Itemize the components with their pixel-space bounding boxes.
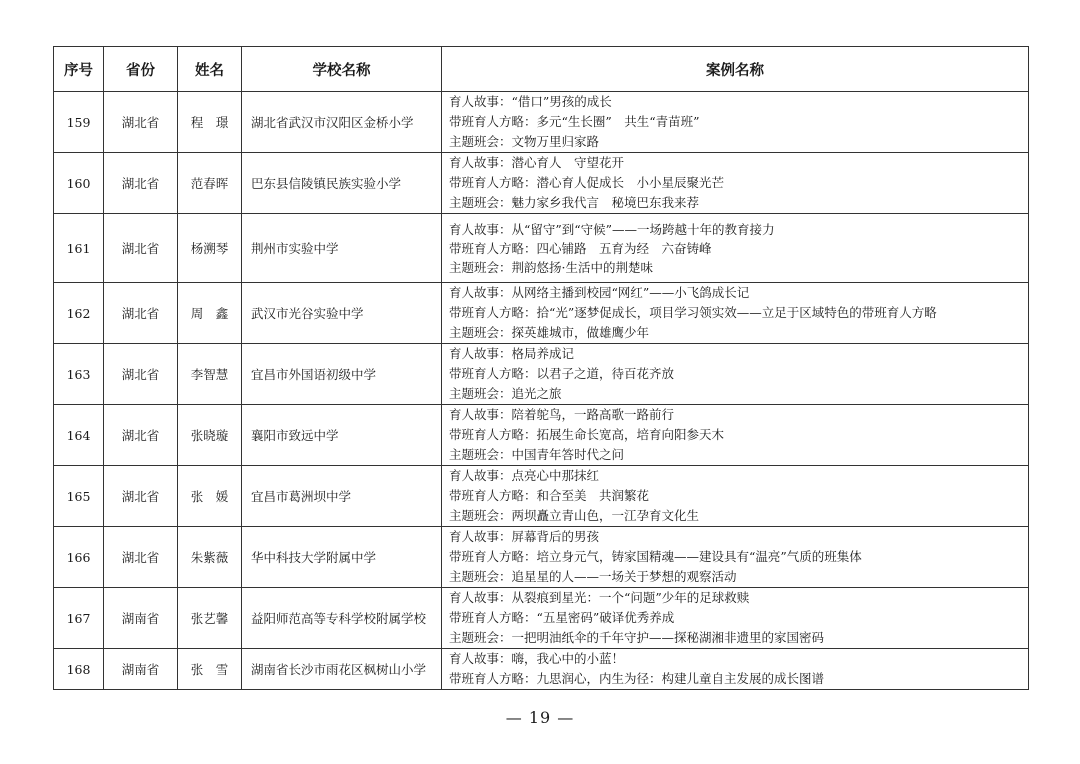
- row-school: 巴东县信陵镇民族实验小学: [242, 153, 442, 214]
- row-province: 湖北省: [104, 405, 178, 466]
- table-row: [54, 344, 1029, 405]
- case-story: 育人故事：嗨，我心中的小蓝！: [449, 651, 625, 666]
- table-row: [54, 649, 1029, 690]
- row-no: 163: [54, 344, 104, 405]
- row-province: 湖北省: [104, 466, 178, 527]
- row-name: 程 璟: [178, 92, 242, 153]
- row-school: 宜昌市葛洲坝中学: [242, 466, 442, 527]
- row-no: 166: [54, 527, 104, 588]
- row-province: 湖北省: [104, 527, 178, 588]
- case-meeting: 主题班会：追星星的人——一场关于梦想的观察活动: [449, 569, 737, 584]
- row-school: 华中科技大学附属中学: [242, 527, 442, 588]
- header-no: 序号: [54, 47, 104, 92]
- table-row: [54, 466, 1029, 527]
- row-cases: [442, 527, 1029, 588]
- row-name: 张 雪: [178, 649, 242, 690]
- case-meeting: 主题班会：追光之旅: [449, 386, 562, 401]
- table-row: [54, 527, 1029, 588]
- case-strategy: 带班育人方略：潜心育人促成长 小小星辰聚光芒: [449, 175, 725, 190]
- table-row: [54, 153, 1029, 214]
- document-page: [53, 46, 1028, 690]
- table-row: [54, 283, 1029, 344]
- case-strategy: 带班育人方略：培立身元气，铸家国精魂——建设具有“温亮”气质的班集体: [449, 549, 862, 564]
- row-province: 湖南省: [104, 588, 178, 649]
- row-name: 张晓璇: [178, 405, 242, 466]
- case-story: 育人故事：屏幕背后的男孩: [449, 529, 600, 544]
- case-meeting: 主题班会：一把明油纸伞的千年守护——探秘湖湘非遗里的家国密码: [449, 630, 825, 645]
- row-name: 朱紫薇: [178, 527, 242, 588]
- case-strategy: 带班育人方略：拾“光”逐梦促成长，项目学习领实效——立足于区域特色的带班育人方略: [449, 305, 937, 320]
- header-province: 省份: [104, 47, 178, 92]
- row-school: 荆州市实验中学: [242, 214, 442, 283]
- row-name: 杨溯琴: [178, 214, 242, 283]
- case-strategy: 带班育人方略：以君子之道，待百花齐放: [449, 366, 675, 381]
- table-row: [54, 92, 1029, 153]
- row-school: 湖北省武汉市汉阳区金桥小学: [242, 92, 442, 153]
- case-table: [53, 46, 1029, 690]
- case-story: 育人故事：从“留守”到“守候”——一场跨越十年的教育接力: [449, 221, 775, 237]
- case-story: 育人故事：陪着鸵鸟，一路高歌一路前行: [449, 407, 675, 422]
- case-strategy: 带班育人方略：“五星密码”破译优秀养成: [449, 610, 675, 625]
- row-no: 167: [54, 588, 104, 649]
- row-no: 164: [54, 405, 104, 466]
- table-row: [54, 405, 1029, 466]
- row-province: 湖北省: [104, 214, 178, 283]
- row-school: 益阳师范高等专科学校附属学校: [242, 588, 442, 649]
- row-cases: [442, 588, 1029, 649]
- row-cases: [442, 344, 1029, 405]
- case-story: 育人故事：潜心育人 守望花开: [449, 155, 625, 170]
- row-no: 159: [54, 92, 104, 153]
- case-story: 育人故事：格局养成记: [449, 346, 575, 361]
- case-story: 育人故事：“借口”男孩的成长: [449, 94, 612, 109]
- row-no: 168: [54, 649, 104, 690]
- row-cases: [442, 405, 1029, 466]
- row-school: 襄阳市致远中学: [242, 405, 442, 466]
- case-story: 育人故事：从裂痕到星光：一个“问题”少年的足球救赎: [449, 590, 750, 605]
- case-strategy: 带班育人方略：四心铺路 五育为经 六奋铸峰: [449, 240, 712, 256]
- row-school: 湖南省长沙市雨花区枫树山小学: [242, 649, 442, 690]
- header-cases: 案例名称: [442, 47, 1029, 92]
- row-name: 范春晖: [178, 153, 242, 214]
- case-story: 育人故事：点亮心中那抹红: [449, 468, 600, 483]
- case-strategy: 带班育人方略：拓展生命长宽高，培育向阳参天木: [449, 427, 725, 442]
- case-strategy: 带班育人方略：九思润心，内生为径：构建儿童自主发展的成长图谱: [449, 671, 825, 686]
- header-school: 学校名称: [242, 47, 442, 92]
- case-meeting: 主题班会：文物万里归家路: [449, 134, 600, 149]
- row-no: 165: [54, 466, 104, 527]
- row-cases: [442, 283, 1029, 344]
- row-no: 162: [54, 283, 104, 344]
- row-school: 武汉市光谷实验中学: [242, 283, 442, 344]
- row-name: 李智慧: [178, 344, 242, 405]
- case-strategy: 带班育人方略：多元“生长圈” 共生“青苗班”: [449, 114, 700, 129]
- case-meeting: 主题班会：探英雄城市，做雄鹰少年: [449, 325, 650, 340]
- row-name: 张 媛: [178, 466, 242, 527]
- case-story: 育人故事：从网络主播到校园“网红”——小飞鸽成长记: [449, 285, 750, 300]
- case-strategy: 带班育人方略：和合至美 共润繁花: [449, 488, 650, 503]
- table-row: [54, 214, 1029, 283]
- case-meeting: 主题班会：两坝矗立青山色，一江孕育文化生: [449, 508, 700, 523]
- row-province: 湖北省: [104, 153, 178, 214]
- row-cases: [442, 466, 1029, 527]
- table-row: [54, 588, 1029, 649]
- row-cases: [442, 92, 1029, 153]
- row-province: 湖北省: [104, 283, 178, 344]
- case-meeting: 主题班会：中国青年答时代之问: [449, 447, 625, 462]
- row-province: 湖北省: [104, 92, 178, 153]
- case-meeting: 主题班会：荆韵悠扬·生活中的荆楚味: [449, 259, 653, 275]
- row-province: 湖南省: [104, 649, 178, 690]
- row-no: 161: [54, 214, 104, 283]
- row-cases: [442, 214, 1029, 283]
- page-number: — 19 —: [505, 708, 575, 727]
- case-meeting: 主题班会：魅力家乡我代言 秘境巴东我来荐: [449, 195, 700, 210]
- header-row: [54, 47, 1029, 92]
- row-name: 周 鑫: [178, 283, 242, 344]
- row-cases: [442, 649, 1029, 690]
- row-province: 湖北省: [104, 344, 178, 405]
- row-cases: [442, 153, 1029, 214]
- row-no: 160: [54, 153, 104, 214]
- row-school: 宜昌市外国语初级中学: [242, 344, 442, 405]
- row-name: 张艺馨: [178, 588, 242, 649]
- header-name: 姓名: [178, 47, 242, 92]
